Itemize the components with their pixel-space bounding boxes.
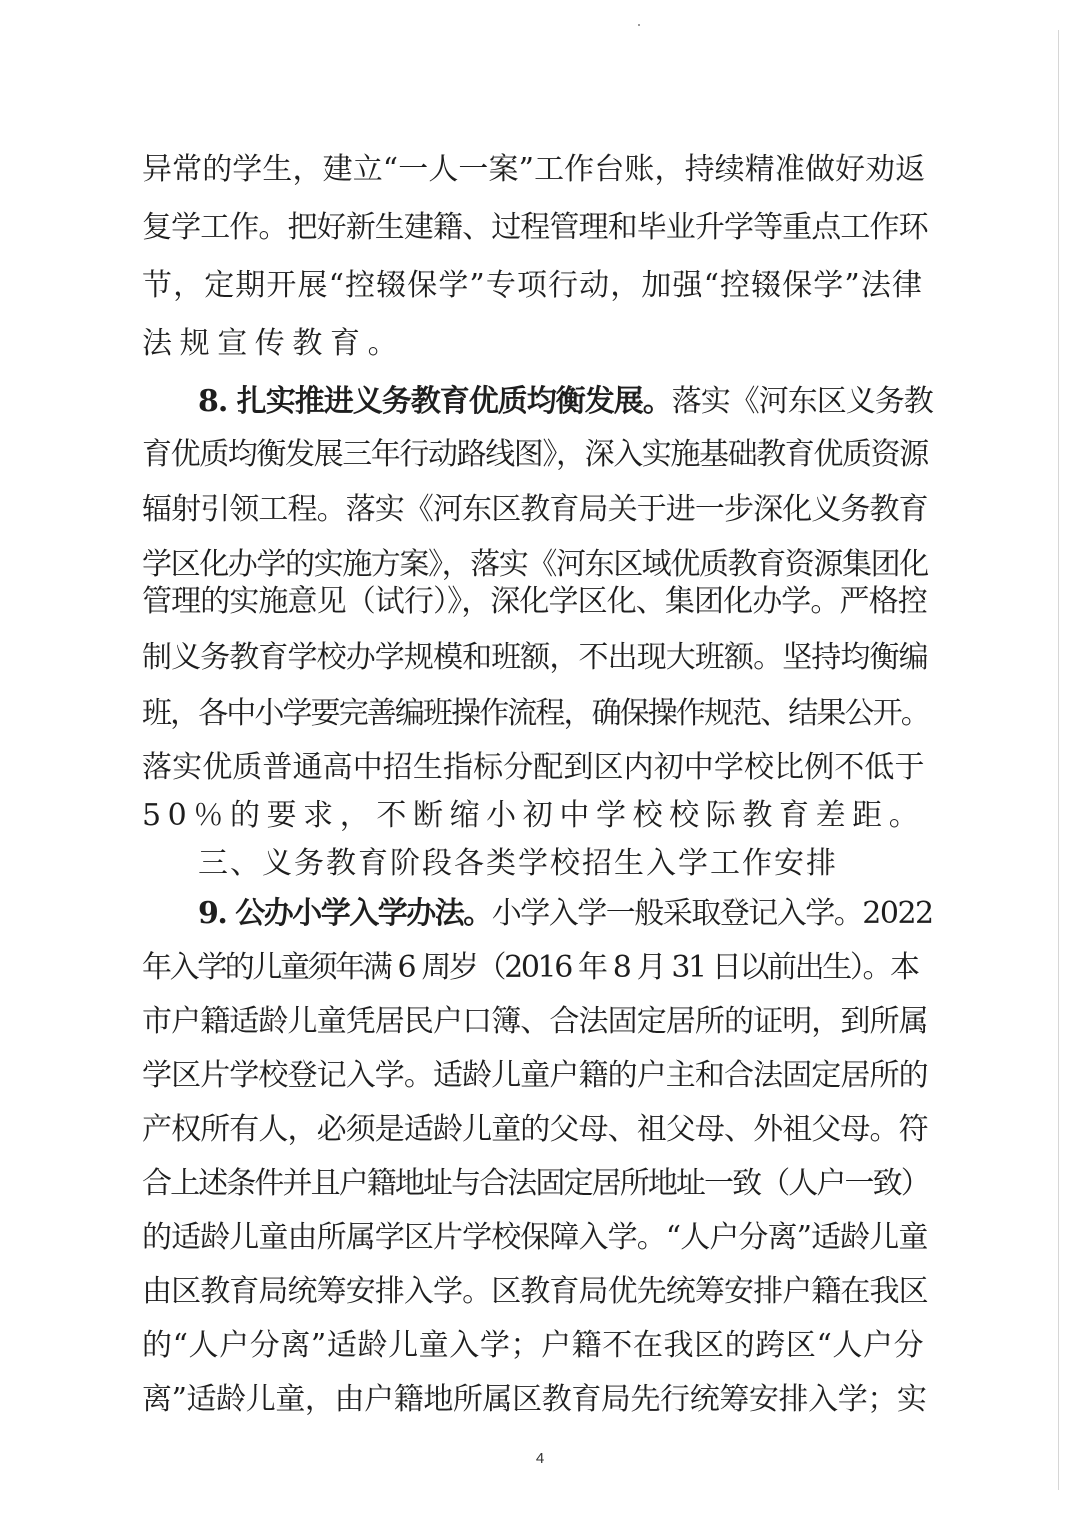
section-9-heading: 9. 公办小学入学办法。 [198,896,492,931]
text-line [142,264,932,308]
line-text: 班，各中小学要完善编班操作流程，确保操作规范、结果公开。 [142,696,929,731]
text-line [142,1216,932,1260]
section-8-first-line [198,380,934,424]
text-line [142,1270,932,1314]
page-number: 4 [535,1450,545,1467]
line-text: 学区片学校登记入学。适龄儿童户籍的户主和合法固定居所的 [142,1058,928,1093]
line-text: 离”适龄儿童，由户籍地所属区教育局先行统筹安排入学；实 [142,1382,927,1417]
text-line [142,433,932,477]
text-line [142,206,932,250]
section-8-heading: 8. 扎实推进义务教育优质均衡发展。 [198,384,672,419]
line-text: 育优质均衡发展三年行动路线图》，深入实施基础教育优质资源 [142,437,928,472]
line-text: 辐射引领工程。落实《河东区教育局关于进一步深化义务教育 [142,492,928,527]
line-text: 法规宣传教育。 [142,326,406,361]
text-line [142,322,932,366]
text-line [142,692,932,736]
line-text: 的“人户分离”适龄儿童入学；户籍不在我区的跨区“人户分 [142,1328,925,1363]
line-text: 落实优质普通高中招生指标分配到区内初中学校比例不低于 [142,750,925,785]
text-line [142,1054,932,1098]
line-text: 由区教育局统筹安排入学。区教育局优先统筹安排户籍在我区 [142,1274,928,1309]
text-line [142,1162,932,1206]
line-text: 市户籍适龄儿童凭居民户口簿、合法固定居所的证明，到所属 [142,1004,928,1039]
text-line [142,1108,932,1152]
line-text: 学区化办学的实施方案》，落实《河东区域优质教育资源集团化 [142,547,928,582]
line-text: 异常的学生，建立“一人一案”工作台账，持续精准做好劝返 [142,152,926,187]
line-text: 制义务教育学校办学规模和班额，不出现大班额。坚持均衡编 [142,640,928,675]
text-line [142,946,932,990]
text-line [142,148,932,192]
section-9-first-line [198,892,934,936]
line-text: 产权所有人，必须是适龄儿童的父母、祖父母、外祖父母。符 [142,1112,928,1147]
line-text: 50％的要求，不断缩小初中学校校际教育差距。 [142,798,926,833]
line-text: 三、义务教育阶段各类学校招生入学工作安排 [198,846,838,881]
scan-edge-line [1058,30,1059,1490]
line-text: 复学工作。把好新生建籍、过程管理和毕业升学等重点工作环 [142,210,928,245]
line-text: 落实《河东区义务教 [671,384,933,419]
text-line [142,1324,932,1368]
line-text: 小学入学一般采取登记入学。2022 [491,896,933,931]
line-text: 的适龄儿童由所属学区片学校保障入学。“人户分离”适龄儿童 [142,1220,928,1255]
line-text: 节，定期开展“控辍保学”专项行动，加强“控辍保学”法律 [142,268,924,303]
text-line [142,746,932,790]
section-3-heading [198,842,934,886]
line-text: 合上述条件并且户籍地址与合法固定居所地址一致（人户一致） [142,1166,929,1201]
text-line [142,794,932,838]
text-line [142,1000,932,1044]
text-line [142,636,932,680]
text-line [142,580,932,624]
line-text: 管理的实施意见（试行）》，深化学区化、集团化办学。严格控 [142,584,927,619]
text-line [142,488,932,532]
text-line [142,1378,932,1422]
line-text: 年入学的儿童须年满 6 周岁（2016 年 8 月 31 日以前出生）。本 [142,950,918,985]
scan-speck [638,24,640,26]
